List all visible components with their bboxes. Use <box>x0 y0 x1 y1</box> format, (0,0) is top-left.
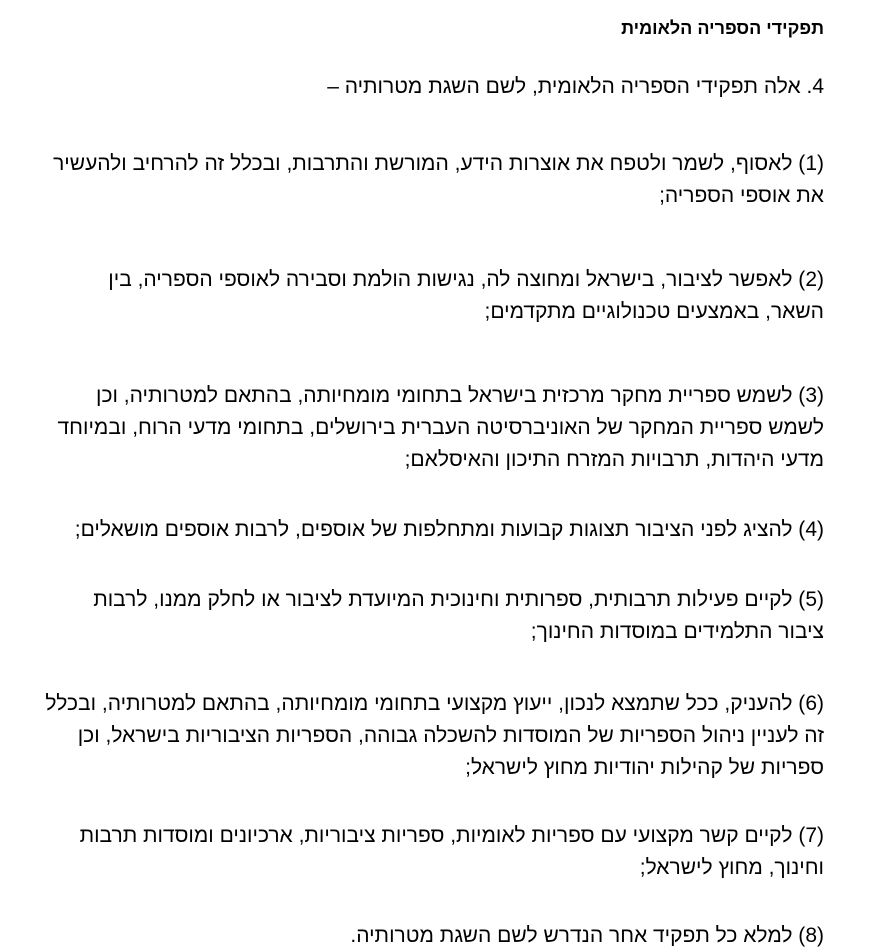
clause-text-line: (2) לאפשר לציבור, בישראל ומחוצה לה, נגישות הולמת וסבירה לאוספי הספריה, בין <box>108 268 824 291</box>
clause-text-line: (7) לקיים קשר מקצועי עם ספריות לאומיות, ספריות ציבוריות, ארכיונים ומוסדות תרבות <box>79 824 824 847</box>
clause-text-line: את אוספי הספריה; <box>659 184 824 207</box>
clause-item <box>44 380 824 476</box>
clause-text-line: ציבור התלמידים במוסדות החינוך; <box>530 620 824 643</box>
clause-item <box>44 584 824 648</box>
clause-text-line: השאר, באמצעים טכנולוגיים מתקדמים; <box>484 300 824 323</box>
clause-item <box>44 514 824 546</box>
clause-text-line: (1) לאסוף, לשמר ולטפח את אוצרות הידע, המורשת והתרבות, ובכלל זה להרחיב ולהעשיר <box>53 152 824 175</box>
clause-item <box>44 820 824 884</box>
clause-text-line: זה לעניין ניהול הספריות של המוסדות להשכלה גבוהה, הספריות הציבוריות בישראל, וכן <box>77 724 824 747</box>
clause-text-line: לשמש ספריית המחקר של האוניברסיטה העברית בירושלים, בתחומי מדעי הרוח, ובמיוחד <box>57 416 824 439</box>
clause-text-line: מדעי היהדות, תרבויות המזרח התיכון והאיסלאם; <box>404 448 824 471</box>
clause-list <box>44 148 824 952</box>
clause-text-line: (3) לשמש ספריית מחקר מרכזית בישראל בתחומי מומחיותה, בהתאם למטרותיה, וכן <box>96 384 824 407</box>
clause-text-line: ספריות של קהילות יהודיות מחוץ לישראל; <box>465 756 824 779</box>
clause-text-line: וחינוך, מחוץ לישראל; <box>639 856 824 879</box>
clause-text-line: (8) למלא כל תפקיד אחר הנדרש לשם השגת מטרותיה. <box>350 924 824 947</box>
clause-text-line: (5) לקיים פעילות תרבותית, ספרותית וחינוכית המיועדת לציבור או לחלק ממנו, לרבות <box>93 588 824 611</box>
section-intro: 4. אלה תפקידי הספריה הלאומית, לשם השגת מטרותיה – <box>327 75 824 98</box>
section-heading: תפקידי הספריה הלאומית <box>621 18 824 38</box>
clause-text-line: (6) להעניק, ככל שתמצא לנכון, ייעוץ מקצועי בתחומי מומחיותה, בהתאם למטרותיה, ובכלל <box>45 692 824 715</box>
clause-item <box>44 688 824 784</box>
clause-item <box>44 920 824 952</box>
clause-text-line: (4) להציג לפני הציבור תצוגות קבועות ומתחלפות של אוספים, לרבות אוספים מושאלים; <box>74 518 824 541</box>
clause-item <box>44 264 824 328</box>
clause-item <box>44 148 824 212</box>
